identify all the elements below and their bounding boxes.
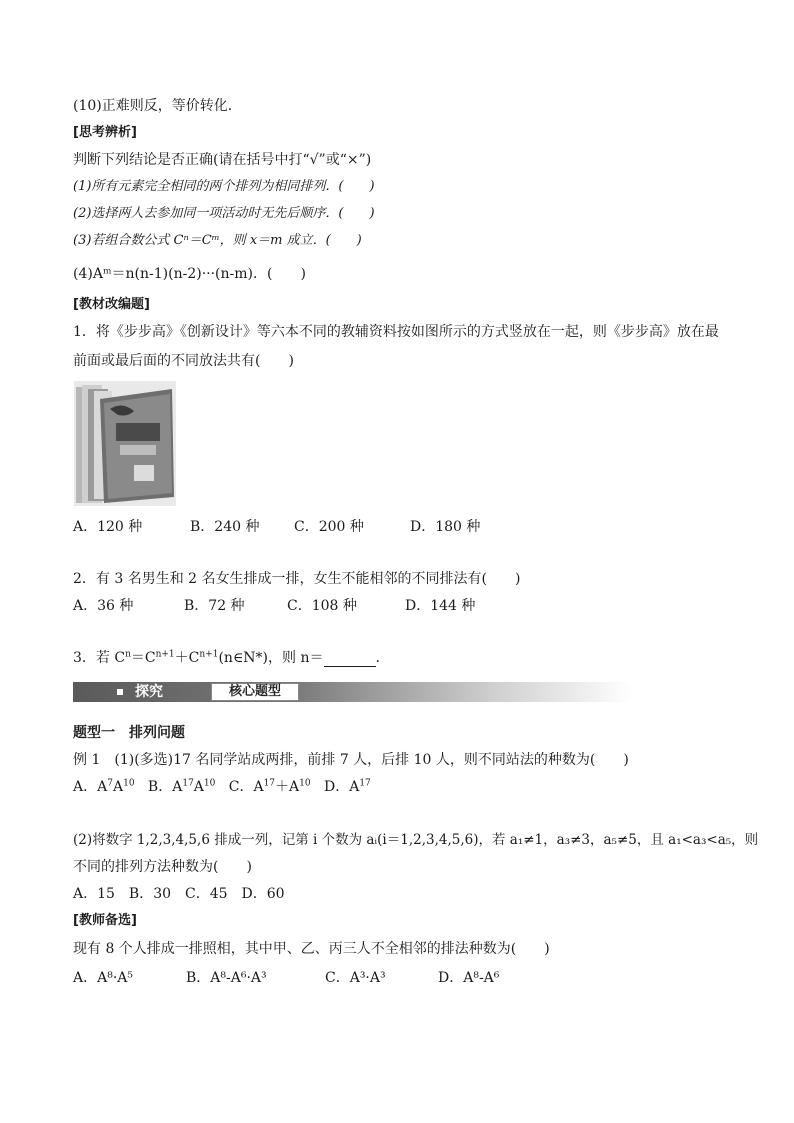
q3-suffix: (n∈N*)，则 n＝ (218, 650, 324, 666)
tq-option-d: D．A⁸-A⁶ (438, 970, 500, 986)
banner-right-label: 核心题型 (211, 683, 299, 701)
q1-option-c: C．200 种 (294, 519, 364, 535)
example-2-options: A．15 B．30 C．45 D．60 (73, 886, 285, 902)
section-heading-teacher: [教师备选] (73, 913, 137, 928)
q3-mid2: ＋C (174, 650, 200, 666)
q2-option-d: D．144 种 (405, 598, 476, 614)
tq-option-b: B．A⁸-A⁶·A³ (186, 970, 267, 986)
ex1-option-c: C．$A^{17}+A^{10}$ (228, 778, 311, 795)
q3-sup-b: n+1 (155, 649, 175, 660)
teacher-question-options (73, 969, 499, 987)
banner-square-icon (117, 689, 123, 695)
judgement-item-4: (4)Aᵐ＝n(n-1)(n-2)···(n-m)．( ) (73, 266, 306, 282)
type-title: 题型一 排列问题 (73, 725, 185, 741)
instruction-text: 判断下列结论是否正确(请在括号中打“√”或“×”) (73, 152, 372, 168)
q3-sup-a: n (125, 649, 131, 660)
q3-sup-c: n+1 (199, 649, 219, 660)
q2-option-b: B．72 种 (184, 598, 245, 614)
q1-option-d: D．180 种 (410, 519, 481, 535)
book-stack-illustration (74, 381, 176, 506)
section-banner (73, 682, 633, 702)
example-2-text-cont: 不同的排列方法种数为( ) (73, 859, 252, 875)
q1-option-a: A．120 种 (73, 519, 143, 535)
judgement-item-1: (1)所有元素完全相同的两个排列为相同排列．( ) (73, 179, 375, 194)
example-2-text: (2)将数字 1,2,3,4,5,6 排成一列，记第 i 个数为 aᵢ(i＝1,2,3,4,5,6)，若 a₁≠1，a₃≠3，a₅≠5，且 a₁<a₃<a₅，则 (73, 832, 759, 848)
ex1-option-a: A．$A^7A^{10}$ (73, 778, 135, 795)
intro-line: (10)正难则反，等价转化． (73, 98, 242, 114)
q3-mid1: ＝C (130, 650, 156, 666)
question-1-options (73, 518, 480, 536)
section-heading-textbook: [教材改编题] (73, 297, 150, 312)
q2-option-a: A．36 种 (73, 598, 134, 614)
example-1-options (73, 778, 371, 796)
q3-prefix: 3．若 C (73, 650, 126, 666)
question-3-text (73, 649, 380, 667)
teacher-question-text: 现有 8 个人排成一排照相，其中甲、乙、丙三人不全相邻的排法种数为( ) (73, 941, 550, 957)
banner-left-label: 探究 (135, 684, 163, 700)
q2-option-c: C．108 种 (287, 598, 357, 614)
ex1-option-d: D．$A^{17}$ (323, 778, 371, 795)
example-1-text: 例 1 (1)(多选)17 名同学站成两排，前排 7 人，后排 10 人，则不同站法的种数为( ) (73, 752, 629, 768)
section-heading-thinking: [思考辨析] (73, 125, 137, 140)
ex1-option-b: B．$A^{17}A^{10}$ (147, 778, 216, 795)
q1-option-b: B．240 种 (190, 519, 260, 535)
question-2-text: 2．有 3 名男生和 2 名女生排成一排，女生不能相邻的不同排法有( ) (73, 571, 521, 587)
tq-option-c: C．A³·A³ (325, 970, 386, 986)
book-stack-image (74, 381, 176, 506)
judgement-item-2: (2)选择两人去参加同一项活动时无先后顺序．( ) (73, 206, 375, 221)
q3-end: . (375, 650, 380, 666)
answer-blank[interactable] (324, 652, 376, 667)
question-1-text-cont: 前面或最后面的不同放法共有( ) (73, 353, 294, 369)
question-2-options (73, 597, 475, 615)
question-1-text: 1．将《步步高》《创新设计》等六本不同的教辅资料按如图所示的方式竖放在一起，则《步步高》放在最 (73, 324, 719, 340)
tq-option-a: A．A⁸·A⁵ (73, 970, 134, 986)
judgement-item-3: (3)若组合数公式 Cⁿ＝Cᵐ，则 x＝m 成立．( ) (73, 233, 362, 248)
